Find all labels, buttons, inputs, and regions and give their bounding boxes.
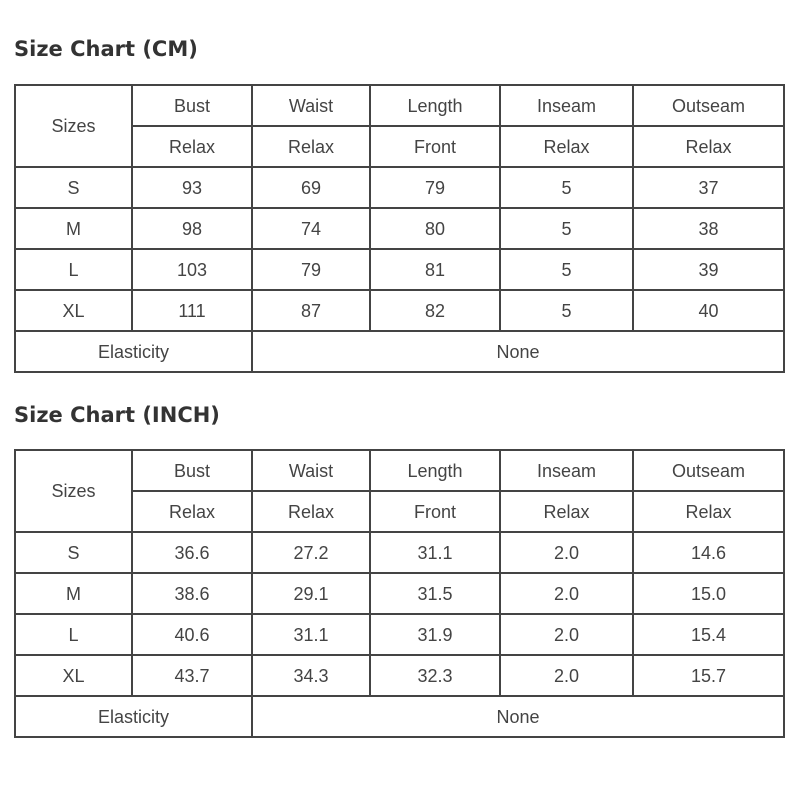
bust-value-cell: 38.6 bbox=[132, 573, 252, 614]
length-header-cell: Length bbox=[370, 85, 500, 126]
size-cell: S bbox=[15, 167, 132, 208]
table-row-s bbox=[15, 532, 784, 573]
header-row bbox=[15, 450, 784, 491]
length-subheader-cell: Front bbox=[370, 126, 500, 167]
inseam-subheader-cell: Relax bbox=[500, 491, 633, 532]
outseam-value-cell: 14.6 bbox=[633, 532, 784, 573]
bust-value-cell: 111 bbox=[132, 290, 252, 331]
bust-value-cell: 40.6 bbox=[132, 614, 252, 655]
outseam-subheader-cell: Relax bbox=[633, 126, 784, 167]
inseam-value-cell: 5 bbox=[500, 249, 633, 290]
outseam-value-cell: 15.4 bbox=[633, 614, 784, 655]
length-value-cell: 31.1 bbox=[370, 532, 500, 573]
length-value-cell: 79 bbox=[370, 167, 500, 208]
waist-value-cell: 74 bbox=[252, 208, 370, 249]
length-value-cell: 82 bbox=[370, 290, 500, 331]
table-row-m bbox=[15, 573, 784, 614]
outseam-value-cell: 39 bbox=[633, 249, 784, 290]
table-row-s bbox=[15, 167, 784, 208]
elasticity-label-cell: Elasticity bbox=[15, 696, 252, 737]
outseam-value-cell: 15.0 bbox=[633, 573, 784, 614]
elasticity-label-cell: Elasticity bbox=[15, 331, 252, 372]
size-chart-cm-title: Size Chart (CM) bbox=[14, 37, 198, 61]
inseam-value-cell: 2.0 bbox=[500, 655, 633, 696]
outseam-subheader-cell: Relax bbox=[633, 491, 784, 532]
elasticity-value-cell: None bbox=[252, 696, 784, 737]
size-cell: XL bbox=[15, 290, 132, 331]
bust-subheader-cell: Relax bbox=[132, 126, 252, 167]
length-value-cell: 81 bbox=[370, 249, 500, 290]
inseam-subheader-cell: Relax bbox=[500, 126, 633, 167]
inseam-value-cell: 2.0 bbox=[500, 614, 633, 655]
sizes-header-cell: Sizes bbox=[15, 85, 132, 167]
size-cell: XL bbox=[15, 655, 132, 696]
outseam-value-cell: 15.7 bbox=[633, 655, 784, 696]
size-cell: M bbox=[15, 208, 132, 249]
size-chart-cm-table bbox=[14, 84, 785, 373]
waist-header-cell: Waist bbox=[252, 450, 370, 491]
table-row-l bbox=[15, 249, 784, 290]
inseam-header-cell: Inseam bbox=[500, 450, 633, 491]
size-chart-inch-title: Size Chart (INCH) bbox=[14, 403, 220, 427]
outseam-value-cell: 37 bbox=[633, 167, 784, 208]
inseam-value-cell: 2.0 bbox=[500, 573, 633, 614]
outseam-value-cell: 38 bbox=[633, 208, 784, 249]
waist-value-cell: 34.3 bbox=[252, 655, 370, 696]
bust-value-cell: 43.7 bbox=[132, 655, 252, 696]
waist-value-cell: 87 bbox=[252, 290, 370, 331]
waist-value-cell: 29.1 bbox=[252, 573, 370, 614]
waist-header-cell: Waist bbox=[252, 85, 370, 126]
bust-subheader-cell: Relax bbox=[132, 491, 252, 532]
length-value-cell: 31.9 bbox=[370, 614, 500, 655]
length-value-cell: 31.5 bbox=[370, 573, 500, 614]
bust-value-cell: 36.6 bbox=[132, 532, 252, 573]
table-row-xl bbox=[15, 290, 784, 331]
waist-value-cell: 79 bbox=[252, 249, 370, 290]
bust-header-cell: Bust bbox=[132, 85, 252, 126]
waist-value-cell: 27.2 bbox=[252, 532, 370, 573]
outseam-value-cell: 40 bbox=[633, 290, 784, 331]
waist-value-cell: 31.1 bbox=[252, 614, 370, 655]
size-cell: L bbox=[15, 614, 132, 655]
bust-value-cell: 93 bbox=[132, 167, 252, 208]
elasticity-row bbox=[15, 331, 784, 372]
table-row-m bbox=[15, 208, 784, 249]
outseam-header-cell: Outseam bbox=[633, 450, 784, 491]
length-value-cell: 80 bbox=[370, 208, 500, 249]
waist-subheader-cell: Relax bbox=[252, 491, 370, 532]
bust-header-cell: Bust bbox=[132, 450, 252, 491]
inseam-value-cell: 5 bbox=[500, 167, 633, 208]
bust-value-cell: 98 bbox=[132, 208, 252, 249]
size-chart-inch-table bbox=[14, 449, 785, 738]
table-row-l bbox=[15, 614, 784, 655]
waist-value-cell: 69 bbox=[252, 167, 370, 208]
inseam-header-cell: Inseam bbox=[500, 85, 633, 126]
inseam-value-cell: 5 bbox=[500, 290, 633, 331]
table-row-xl bbox=[15, 655, 784, 696]
size-cell: M bbox=[15, 573, 132, 614]
outseam-header-cell: Outseam bbox=[633, 85, 784, 126]
header-row bbox=[15, 85, 784, 126]
length-header-cell: Length bbox=[370, 450, 500, 491]
inseam-value-cell: 5 bbox=[500, 208, 633, 249]
length-subheader-cell: Front bbox=[370, 491, 500, 532]
waist-subheader-cell: Relax bbox=[252, 126, 370, 167]
inseam-value-cell: 2.0 bbox=[500, 532, 633, 573]
length-value-cell: 32.3 bbox=[370, 655, 500, 696]
size-cell: L bbox=[15, 249, 132, 290]
size-cell: S bbox=[15, 532, 132, 573]
sizes-header-cell: Sizes bbox=[15, 450, 132, 532]
elasticity-row bbox=[15, 696, 784, 737]
bust-value-cell: 103 bbox=[132, 249, 252, 290]
elasticity-value-cell: None bbox=[252, 331, 784, 372]
